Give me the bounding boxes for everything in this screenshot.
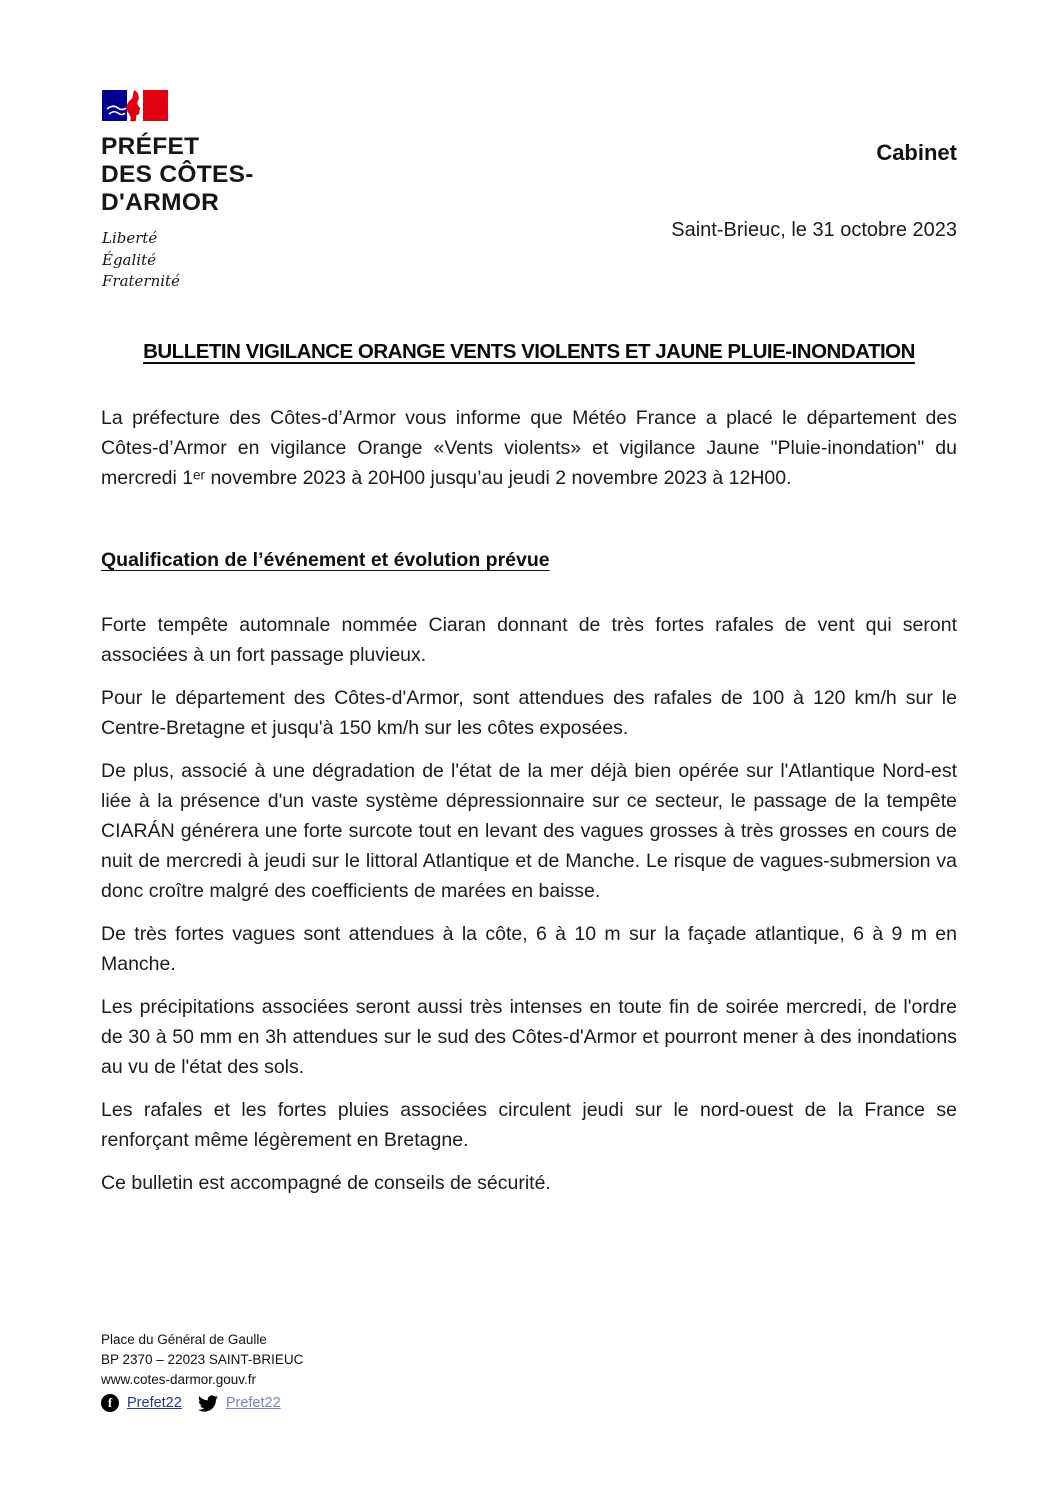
body-paragraph: Les précipitations associées seront aussi très intenses en toute fin de soirée mercredi, de l'ordre de 30 à 50 mm en 3h attendues sur le sud des Côtes-d'Armor et pourront mener à des inondations au vu de l'état des sols. xyxy=(101,996,957,1078)
place-and-date: Saint-Brieuc, le 31 octobre 2023 xyxy=(671,219,957,241)
prefecture-name-line: D'ARMOR xyxy=(101,189,220,216)
facebook-link[interactable]: Prefet22 xyxy=(127,1395,182,1411)
section-heading: Qualification de l’événement et évolution prévue xyxy=(101,549,550,571)
motto-line: Fraternité xyxy=(102,272,180,290)
intro-paragraph: La préfecture des Côtes-d’Armor vous informe que Météo France a placé le département des Côtes-d’Armor en vigilance Orange «Vents violents» et vigilance Jaune "Pluie-inondation" du mercredi 1ᵉʳ novembre 2023 à 20H00 jusqu’au jeudi 2 novembre 2023 à 12H00. xyxy=(101,407,957,489)
footer-address-line: Place du Général de Gaulle xyxy=(101,1332,267,1347)
body-paragraph: Pour le département des Côtes-d'Armor, sont attendues des rafales de 100 à 120 km/h sur le Centre-Bretagne et jusqu'à 150 km/h sur les côtes exposées. xyxy=(101,687,957,739)
republic-motto xyxy=(102,228,254,293)
footer-website: www.cotes-darmor.gouv.fr xyxy=(101,1372,257,1387)
twitter-link[interactable]: Prefet22 xyxy=(225,1395,281,1411)
bulletin-body xyxy=(101,403,957,1211)
social-links-row xyxy=(101,1393,303,1413)
issuing-service: Cabinet xyxy=(876,140,957,165)
prefecture-name-line: PRÉFET xyxy=(101,133,200,160)
closing-paragraph: Ce bulletin est accompagné de conseils de sécurité. xyxy=(101,1172,551,1194)
prefecture-logo-block xyxy=(101,88,254,293)
body-paragraph: De plus, associé à une dégradation de l'état de la mer déjà bien opérée sur l'Atlantique Nord-est liée à la présence d'un vaste système dépressionnaire sur ce secteur, le passage de la tempête CIARÁN générera une forte surcote tout en levant des vagues grosses à très grosses en cours de nuit de mercredi à jeudi sur le littoral Atlantique et de Manche. Le risque de vagues-submersion va donc croître malgré des coefficients de marées en baisse. xyxy=(101,760,957,902)
footer-address-line: BP 2370 – 22023 SAINT-BRIEUC xyxy=(101,1352,304,1367)
motto-line: Égalité xyxy=(102,250,156,269)
facebook-icon[interactable]: f xyxy=(101,1394,119,1412)
bulletin-title: BULLETIN VIGILANCE ORANGE VENTS VIOLENTS ET JAUNE PLUIE-INONDATION xyxy=(143,340,915,363)
prefecture-name xyxy=(101,133,254,217)
french-flag-marianne-icon xyxy=(101,88,169,124)
footer xyxy=(101,1330,303,1413)
body-paragraph: De très fortes vagues sont attendues à la côte, 6 à 10 m sur la façade atlantique, 6 à 9 m en Manche. xyxy=(101,923,957,975)
body-paragraph: Forte tempête automnale nommée Ciaran donnant de très fortes rafales de vent qui seront associées à un fort passage pluvieux. xyxy=(101,614,957,666)
body-paragraph: Les rafales et les fortes pluies associées circulent jeudi sur le nord-ouest de la France se renforçant même légèrement en Bretagne. xyxy=(101,1099,957,1151)
prefecture-name-line: DES CÔTES- xyxy=(101,161,254,188)
twitter-icon[interactable] xyxy=(198,1395,218,1412)
motto-line: Liberté xyxy=(102,229,158,247)
